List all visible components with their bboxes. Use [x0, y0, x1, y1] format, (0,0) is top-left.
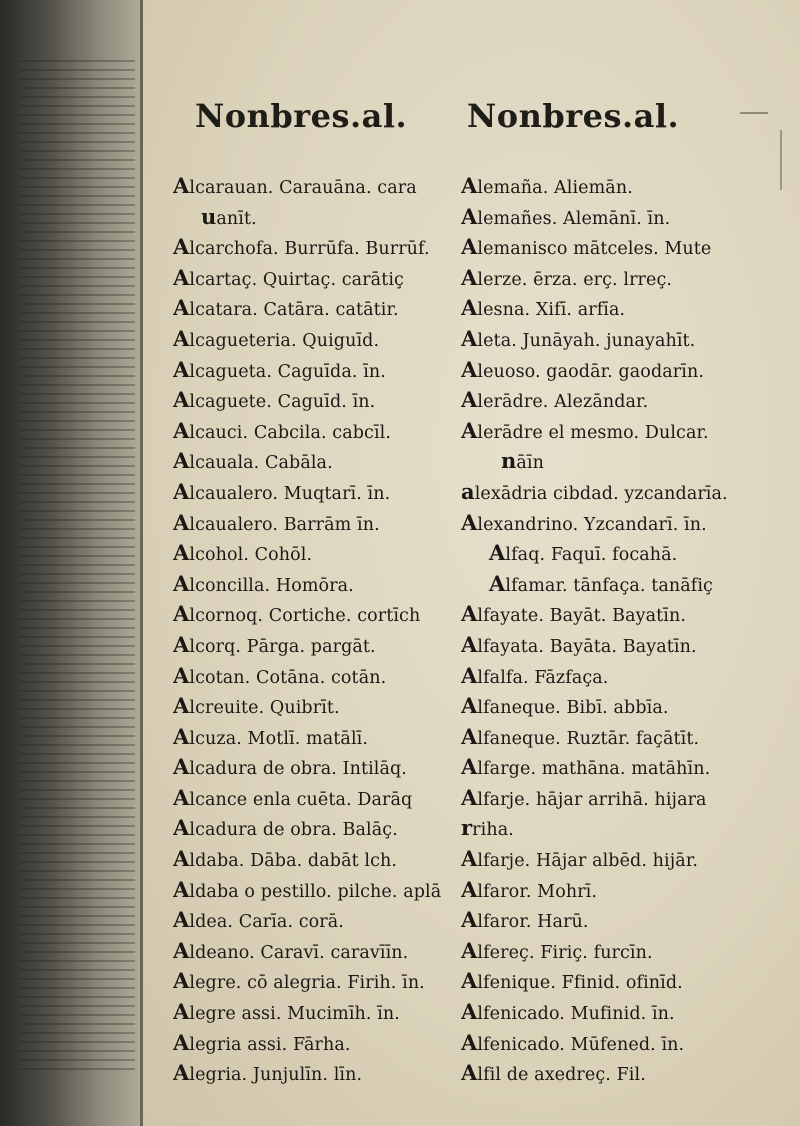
dictionary-entry: Alfayata. Bayāta. Bayatīn.	[461, 631, 697, 657]
dictionary-entry: Alcuza. Motlī. matālī.	[173, 723, 369, 749]
dictionary-entry: Aleuoso. gaodār. gaodarīn.	[461, 356, 704, 382]
dictionary-entry: Alemañes. Alemānī. īn.	[461, 203, 671, 229]
dictionary-entry: Alegria assi. Fārha.	[173, 1029, 351, 1055]
dictionary-entry: Alcauci. Cabcila. cabcīl.	[173, 417, 392, 443]
dictionary-entry: Aldaba. Dāba. dabāt lch.	[173, 846, 398, 872]
dictionary-entry: Alcauala. Cabāla.	[173, 448, 333, 474]
dictionary-entry: Alerze. ērza. erç. lrreç.	[461, 264, 673, 290]
dictionary-entry: Alfereç. Firiç. furcīn.	[461, 937, 653, 963]
right-column-header: Nonbres.al.	[467, 97, 680, 135]
dictionary-entry: Alcreuite. Quibrīt.	[173, 693, 340, 719]
dictionary-entry: nāīn	[501, 448, 544, 474]
dictionary-entry: Alcaguete. Caguīd. īn.	[173, 387, 376, 413]
dictionary-entry: Aldea. Carīa. corā.	[173, 907, 344, 933]
dictionary-entry: Alcatara. Catāra. catātir.	[173, 295, 399, 321]
left-column	[173, 92, 473, 1090]
dictionary-entry: Alcarchofa. Burrūfa. Burrūf.	[173, 234, 430, 260]
dictionary-entry: Alfamar. tānfaça. tanāfiç	[489, 570, 713, 596]
left-column-header: Nonbres.al.	[195, 97, 408, 135]
dictionary-entry: Alemanisco mātceles. Mute	[461, 234, 712, 260]
dictionary-entry: Alerādre. Alezāndar.	[461, 387, 649, 413]
right-entry-list	[461, 172, 783, 1090]
dictionary-entry: Alcagueta. Caguīda. īn.	[173, 356, 386, 382]
dictionary-entry: Alfenicado. Mūfened. īn.	[461, 1029, 685, 1055]
book-page	[140, 0, 800, 1126]
dictionary-entry: Alfaror. Mohrī.	[461, 876, 598, 902]
dictionary-entry: Alfil de axedreç. Fil.	[461, 1060, 646, 1086]
dictionary-entry: Alfaq. Faquī. focahā.	[489, 540, 678, 566]
dictionary-entry: Alfayate. Bayāt. Bayatīn.	[461, 601, 686, 627]
dictionary-entry: Aleta. Junāyah. junayahīt.	[461, 325, 696, 351]
dictionary-entry: rriha.	[461, 815, 514, 841]
dictionary-entry: Alesna. Xifī. arfīa.	[461, 295, 626, 321]
dictionary-entry: Alcadura de obra. Intilāq.	[173, 754, 407, 780]
dictionary-entry: Alemaña. Aliemān.	[461, 173, 633, 198]
dictionary-entry: Aldeano. Caravī. caravīīn.	[173, 937, 409, 963]
dictionary-entry: Alfaneque. Ruztār. façātīt.	[461, 723, 700, 749]
dictionary-entry: Alfaneque. Bibī. abbīa.	[461, 693, 669, 719]
dictionary-entry: Alcotan. Cotāna. cotān.	[173, 662, 387, 688]
left-entry-list	[173, 172, 473, 1090]
dictionary-entry: Alfarje. hājar arrihā. hijara	[461, 784, 707, 810]
dictionary-entry: Alexandrino. Yzcandarī. īn.	[461, 509, 707, 535]
dictionary-entry: Alfalfa. Fāzfaça.	[461, 662, 609, 688]
dictionary-entry: Alconcilla. Homōra.	[173, 570, 354, 596]
dictionary-entry: Alcorq. Pārga. pargāt.	[173, 631, 376, 657]
dictionary-entry: Alfarje. Hājar albēd. hijār.	[461, 846, 699, 872]
dictionary-entry: Alcarauan. Carauāna. cara	[173, 173, 417, 198]
dictionary-entry: Alfenique. Ffinid. ofinīd.	[461, 968, 683, 994]
dictionary-entry: Aldaba o pestillo. pilche. aplā	[173, 876, 442, 902]
dictionary-entry: Alfenicado. Mufinid. īn.	[461, 999, 675, 1025]
dictionary-entry: Alfarge. mathāna. matāhīn.	[461, 754, 711, 780]
dictionary-entry: uanīt.	[201, 203, 257, 229]
dictionary-entry: Alcagueteria. Quiguīd.	[173, 325, 380, 351]
gutter-texture	[20, 60, 135, 1070]
dictionary-entry: Alcornoq. Cortiche. cortīch	[173, 601, 421, 627]
dictionary-entry: Alcartaç. Quirtaç. carātiç	[173, 264, 404, 290]
dictionary-entry: alexādria cibdad. yzcandarīa.	[461, 478, 728, 504]
dictionary-entry: Alcohol. Cohōl.	[173, 540, 313, 566]
dictionary-entry: Alcaualero. Barrām īn.	[173, 509, 380, 535]
binding-gutter	[0, 0, 150, 1126]
dictionary-entry: Alcaualero. Muqtarī. īn.	[173, 478, 391, 504]
right-column	[461, 92, 783, 1090]
dictionary-entry: Alfaror. Harū.	[461, 907, 589, 933]
dictionary-entry: Alegre. cō alegria. Firih. īn.	[173, 968, 425, 994]
dictionary-entry: Alerādre el mesmo. Dulcar.	[461, 417, 709, 443]
dictionary-entry: Alegria. Junjulīn. līn.	[173, 1060, 363, 1086]
dictionary-entry: Alegre assi. Mucimīh. īn.	[173, 999, 400, 1025]
dictionary-entry: Alcadura de obra. Balāç.	[173, 815, 398, 841]
dictionary-entry: Alcance enla cuēta. Darāq	[173, 784, 413, 810]
